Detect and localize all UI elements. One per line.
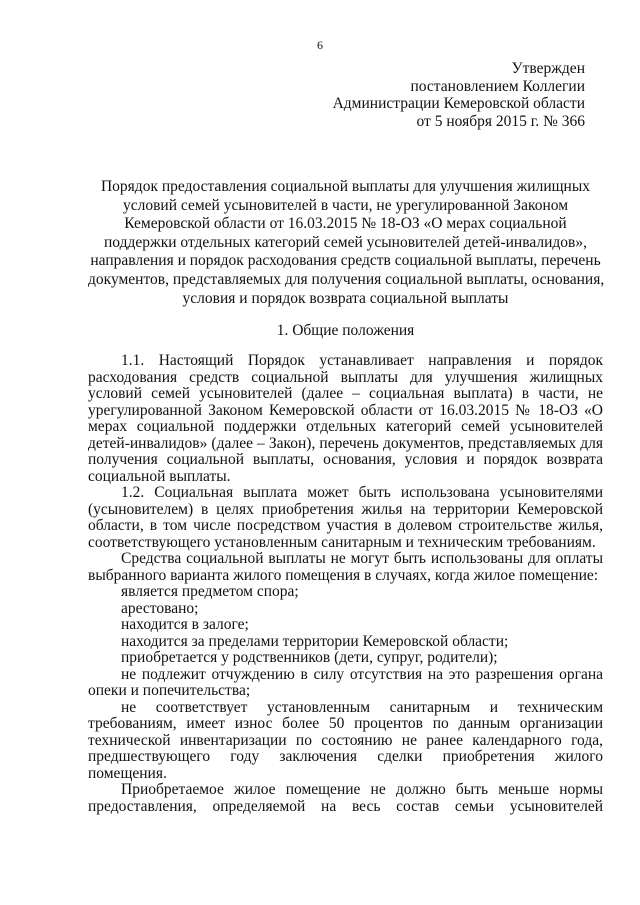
approval-line: от 5 ноября 2015 г. № 366 [416, 112, 585, 130]
title-line: Кемеровской области от 16.03.2015 № 18-ОЗ «О мерах социальной [124, 215, 567, 233]
title-line: Порядок предоставления социальной выплаты для улучшения жилищных [100, 178, 591, 195]
list-item: находится за пределами территории Кемеровской области; [121, 632, 509, 650]
section-heading: 1. Общие положения [276, 322, 415, 339]
paragraph-requirements: не соответствует установленным санитарным и техническим требованиям, имеет износ более 50 процентов по данным организации технической инвентаризации по состоянию не ранее календарного года, предшествующего году заключения сделки приобретения жилого помещения. [88, 698, 603, 782]
document-title [88, 178, 603, 308]
title-line: направления и порядок расходования средств социальной выплаты, перечень [90, 252, 601, 270]
paragraph-guardianship: не подлежит отчуждению в силу отсутствия на это разрешения органа опеки и попечительства; [88, 665, 603, 699]
title-line: документов, представляемых для получения социальной выплаты, основания, [88, 270, 605, 288]
title-line: поддержки отдельных категорий семей усыновителей детей-инвалидов», [104, 233, 587, 251]
approval-line: Утвержден [511, 60, 585, 77]
approval-block [333, 60, 585, 130]
list-item: является предметом спора; [121, 583, 299, 600]
list-item: приобретается у родственников (дети, супруг, родители); [121, 649, 498, 666]
paragraph-1-1: 1.1. Настоящий Порядок устанавливает направления и порядок расходования средств социальной выплаты для улучшения жилищных условий семей усыновителей (далее – социальная выплата) в части, не урегулированной Законом Кемеровской области от 16.03.2015 № 18-ОЗ «О мерах социальной поддержки отдельных категорий семей усыновителей детей-инвалидов» (далее – Закон), перечень документов, представляемых для получения социальной выплаты, основания, условия и порядок возврата социальной выплаты. [88, 352, 603, 485]
paragraph-restrictions: Средства социальной выплаты не могут быть использованы для оплаты выбранного варианта жилого помещения в случаях, когда жилое помещение: [88, 550, 603, 584]
title-line: условий семей усыновителей в части, не урегулированной Законом [123, 196, 568, 214]
document-body [88, 353, 603, 815]
title-line: условия и порядок возврата социальной выплаты [182, 289, 509, 307]
paragraph-1-2: 1.2. Социальная выплата может быть использована усыновителями (усыновителем) в целях приобретения жилья на территории Кемеровской области, в том числе посредством участия в долевом строительстве жилья, соответствующего установленным санитарным и техническим требованиям. [88, 484, 603, 551]
list-item: арестовано; [121, 599, 199, 617]
approval-line: Администрации Кемеровской области [332, 95, 585, 112]
paragraph-norm: Приобретаемое жилое помещение не должно быть меньше нормы предоставления, определяемой на весь состав семьи усыновителей [88, 781, 603, 815]
list-item: находится в залоге; [121, 616, 249, 633]
approval-line: постановлением Коллегии [410, 77, 585, 95]
page-number: 6 [317, 38, 323, 52]
